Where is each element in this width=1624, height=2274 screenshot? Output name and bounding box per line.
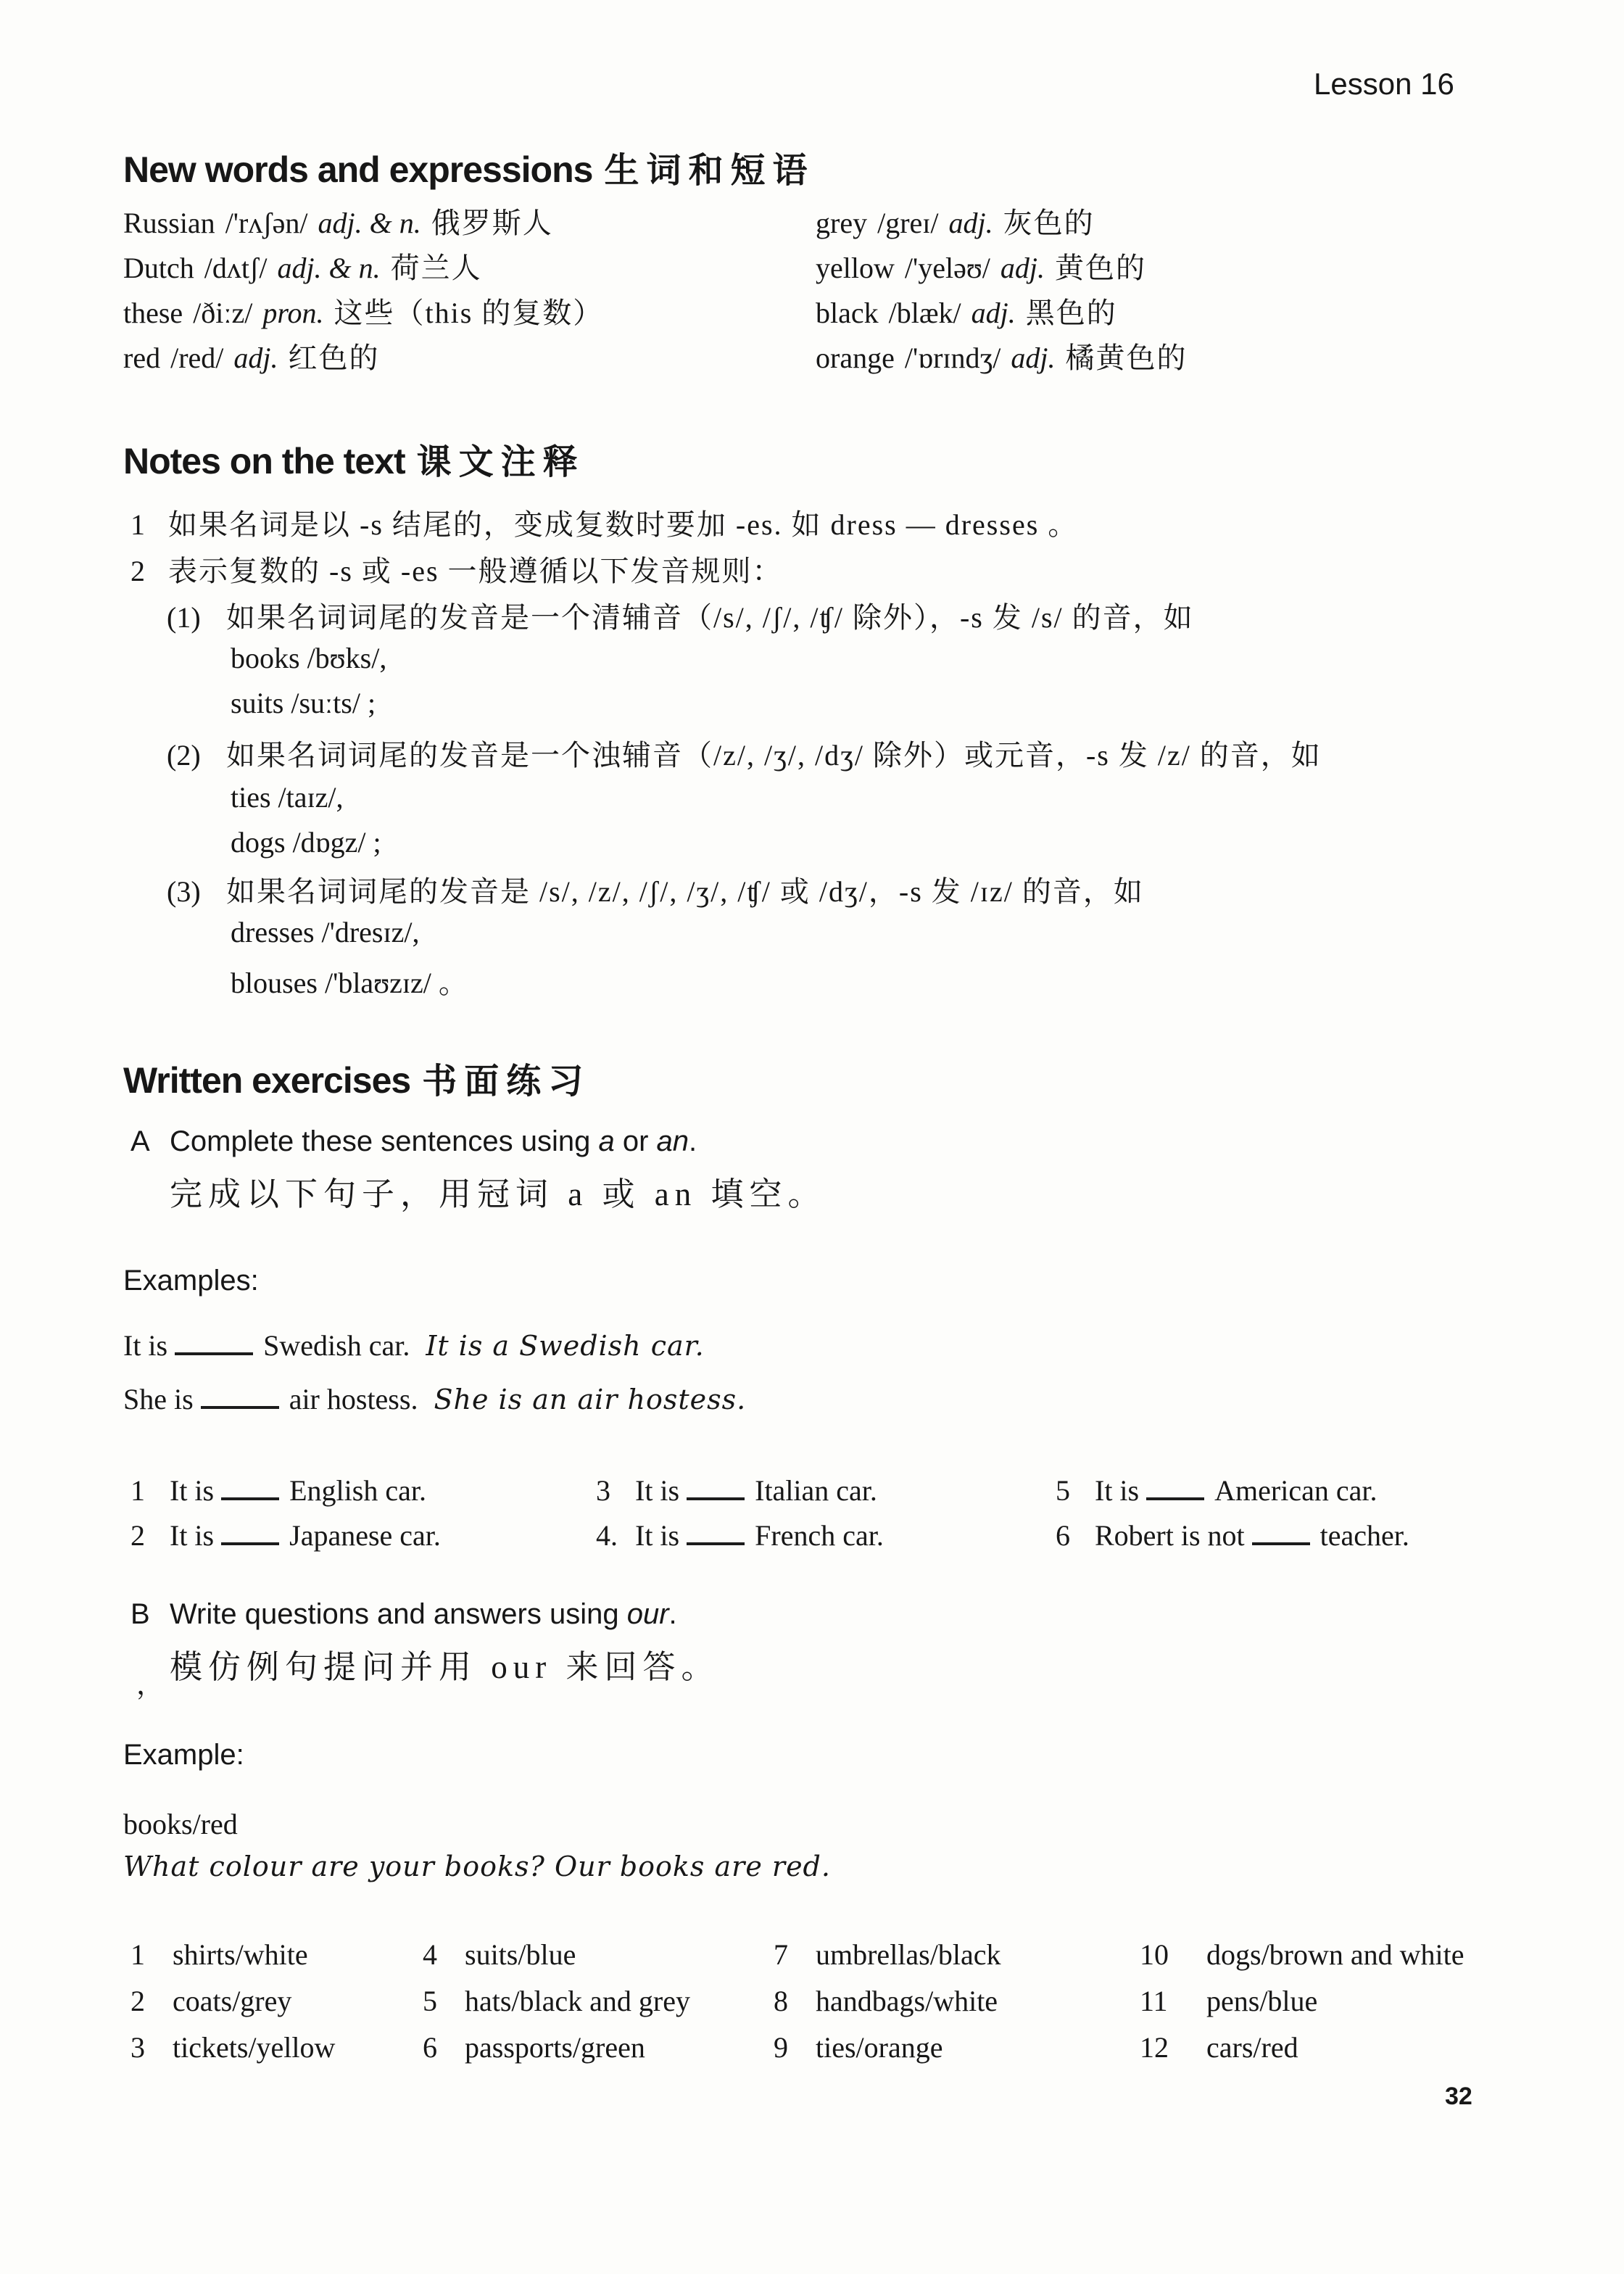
item-number: 2 [130, 1985, 145, 2017]
list-item [423, 1938, 576, 1972]
vocab-entry [123, 245, 482, 286]
note-line [130, 548, 783, 590]
vocab-entry [816, 335, 1188, 376]
section-heading-new-words-en: New words and expressions [123, 149, 593, 190]
vocab-entry [123, 200, 553, 241]
vocab-pos: adj. & n. [277, 252, 381, 284]
vocab-pos: adj. [233, 342, 278, 374]
item-number: 4. [596, 1519, 618, 1552]
item-text: dogs/brown and white [1206, 1938, 1464, 1971]
item-pre: It is [1095, 1474, 1140, 1507]
vocab-phonetic: /dʌtʃ/ [204, 252, 268, 284]
blank-line [687, 1490, 745, 1500]
vocab-translation: 这些（this 的复数） [334, 297, 604, 329]
vocab-word: Dutch [123, 252, 194, 284]
subnote-example: suits /suːts/ ; [231, 687, 376, 719]
list-item [423, 1984, 690, 2018]
vocab-translation: 黄色的 [1055, 252, 1147, 284]
exercise-a-instruction-italic-a: a [598, 1125, 615, 1157]
item-number: 1 [130, 1938, 145, 1971]
stray-comma: ， [136, 1670, 165, 1700]
list-item [130, 2030, 335, 2064]
item-post: Italian car. [755, 1474, 877, 1507]
script-answer: It is a Swedish car. [426, 1330, 705, 1362]
section-heading-written-exercises [123, 1053, 590, 1103]
item-pre: Robert is not [1095, 1519, 1245, 1552]
subnote-example: dresses /'dresɪz/, [231, 916, 420, 948]
subnote-text: 如果名词词尾的发音是一个清辅音（/s/, /ʃ/, /ʧ/ 除外），-s 发 /s/ 的音，如 [226, 601, 1194, 634]
exercise-a-instruction-italic-an: an [656, 1125, 689, 1157]
item-pre: It is [635, 1519, 680, 1552]
vocab-pos: adj. [971, 297, 1016, 329]
list-item [423, 2030, 645, 2064]
vocab-phonetic: /'rʌʃən/ [225, 207, 308, 239]
vocab-phonetic: /blæk/ [888, 297, 961, 329]
vocab-pos: pron. [262, 297, 324, 329]
item-number: 5 [423, 1985, 437, 2017]
item-number: 2 [130, 1519, 145, 1552]
item-number: 3 [130, 2031, 145, 2064]
section-heading-written-exercises-en: Written exercises [123, 1060, 411, 1101]
vocab-entry [123, 290, 603, 331]
list-item [130, 1984, 291, 2018]
item-text: shirts/white [173, 1938, 308, 1971]
vocab-word: Russian [123, 207, 215, 239]
item-number: 6 [1056, 1519, 1070, 1552]
section-heading-notes [123, 434, 585, 484]
item-number: 8 [774, 1985, 788, 2017]
example-script: What colour are your books? Our books are red. [123, 1851, 831, 1882]
note-number: 2 [130, 555, 145, 587]
item-text: ties/orange [816, 2031, 943, 2064]
item-text: pens/blue [1206, 1985, 1318, 2017]
item-pre: It is [170, 1474, 215, 1507]
section-heading-new-words [123, 142, 814, 192]
exercise-b-instruction-post: . [668, 1598, 677, 1630]
subnote-text: 如果名词词尾的发音是一个浊辅音（/z/, /ʒ/, /dʒ/ 除外）或元音，-s 发 /z/ 的音，如 [226, 739, 1322, 772]
example-pre: She is [123, 1383, 194, 1415]
vocab-entry [123, 335, 380, 376]
exercise-item [130, 1473, 426, 1508]
subnote-number: (2) [167, 739, 201, 772]
item-pre: It is [635, 1474, 680, 1507]
item-number: 11 [1140, 1985, 1168, 2017]
subnote-text: 如果名词词尾的发音是 /s/, /z/, /ʃ/, /ʒ/, /ʧ/ 或 /dʒ/，-s 发 /ɪz/ 的音，如 [226, 875, 1144, 908]
exercise-a-instruction-mid: or [614, 1125, 657, 1157]
script-answer: She is an air hostess. [434, 1384, 747, 1415]
exercise-item [130, 1518, 441, 1552]
item-number: 12 [1140, 2031, 1169, 2064]
exercise-item [596, 1473, 877, 1508]
vocab-entry [816, 245, 1146, 286]
vocab-pos: adj. [1000, 252, 1045, 284]
vocab-phonetic: /ðiːz/ [193, 297, 253, 329]
item-number: 4 [423, 1938, 437, 1971]
exercise-b-instruction-italic-our: our [626, 1598, 669, 1630]
exercise-b-instruction-cn: 模仿例句提问并用 our 来回答。 [170, 1649, 720, 1685]
exercise-a-instruction [130, 1125, 697, 1158]
vocab-entry [816, 290, 1117, 331]
subnote-line [167, 595, 1194, 636]
subnote-line [167, 869, 1144, 910]
exercise-a-instruction-pre: Complete these sentences using [170, 1125, 599, 1157]
vocab-word: orange [816, 342, 895, 374]
blank-line [221, 1490, 279, 1500]
vocab-word: red [123, 342, 161, 374]
vocab-pos: adj. [1011, 342, 1056, 374]
exercise-a-label: A [130, 1125, 150, 1157]
vocab-phonetic: /'yeləʊ/ [904, 252, 990, 284]
vocab-translation: 红色的 [288, 342, 380, 374]
item-text: passports/green [465, 2031, 645, 2064]
note-text: 表示复数的 -s 或 -es 一般遵循以下发音规则： [168, 555, 783, 587]
list-item [774, 2030, 943, 2064]
blank-line [175, 1345, 253, 1355]
section-heading-notes-cn: 课文注释 [416, 443, 585, 481]
vocab-pos: adj. & n. [318, 207, 421, 239]
item-post: Japanese car. [289, 1519, 441, 1552]
item-number: 7 [774, 1938, 788, 1971]
item-text: tickets/yellow [173, 2031, 336, 2064]
note-text: 如果名词是以 -s 结尾的，变成复数时要加 -es. 如 dress — dresses 。 [168, 508, 1079, 541]
blank-line [1252, 1535, 1310, 1545]
vocab-pos: adj. [948, 207, 993, 239]
list-item [1140, 1984, 1317, 2018]
exercise-item [1056, 1518, 1409, 1552]
vocab-entry [816, 200, 1095, 241]
vocab-word: black [816, 297, 879, 329]
section-heading-written-exercises-cn: 书面练习 [422, 1062, 591, 1101]
vocab-translation: 俄罗斯人 [431, 207, 553, 239]
vocab-translation: 橘黄色的 [1065, 342, 1188, 374]
subnote-example: ties /taɪz/, [231, 781, 344, 814]
item-text: hats/black and grey [465, 1985, 690, 2017]
item-text: handbags/white [816, 1985, 998, 2017]
exercise-a-instruction-cn: 完成以下句子，用冠词 a 或 an 填空。 [170, 1176, 826, 1212]
list-item [774, 1984, 998, 2018]
list-item [774, 1938, 1000, 1972]
note-number: 1 [130, 508, 145, 541]
subnote-line [167, 732, 1322, 774]
blank-line [687, 1535, 745, 1545]
subnote-number: (1) [167, 601, 201, 634]
vocab-translation: 黑色的 [1025, 297, 1117, 329]
item-post: French car. [755, 1519, 884, 1552]
item-post: English car. [289, 1474, 426, 1507]
vocab-phonetic: /greɪ/ [877, 207, 939, 239]
vocab-translation: 灰色的 [1003, 207, 1095, 239]
example-post: Swedish car. [263, 1329, 410, 1362]
item-text: cars/red [1206, 2031, 1298, 2064]
lesson-label: Lesson 16 [1314, 67, 1454, 101]
blank-line [1146, 1490, 1204, 1500]
item-number: 3 [596, 1474, 610, 1507]
exercise-a-instruction-post: . [689, 1125, 697, 1157]
example-sentence [123, 1328, 705, 1363]
list-item [130, 1938, 308, 1972]
exercise-b-instruction [130, 1598, 677, 1631]
vocab-translation: 荷兰人 [390, 252, 482, 284]
subnote-example: books /bʊks/, [231, 642, 387, 674]
section-heading-notes-en: Notes on the text [123, 441, 405, 481]
list-item [1140, 2030, 1298, 2064]
vocab-word: these [123, 297, 183, 329]
exercise-b-instruction-pre: Write questions and answers using [170, 1598, 627, 1630]
item-number: 9 [774, 2031, 788, 2064]
item-text: umbrellas/black [816, 1938, 1001, 1971]
exercise-b-label: B [130, 1598, 150, 1630]
exercise-item [1056, 1473, 1377, 1508]
vocab-word: yellow [816, 252, 895, 284]
item-text: suits/blue [465, 1938, 576, 1971]
example-prompt: books/red [123, 1808, 238, 1840]
note-line [130, 502, 1078, 543]
example-post: air hostess. [289, 1383, 418, 1415]
item-post: teacher. [1320, 1519, 1409, 1552]
blank-line [221, 1535, 279, 1545]
page-number: 32 [1445, 2083, 1472, 2110]
list-item [1140, 1938, 1464, 1972]
item-number: 10 [1140, 1938, 1169, 1971]
vocab-phonetic: /red/ [170, 342, 224, 374]
vocab-phonetic: /'ɒrɪndʒ/ [904, 342, 1001, 374]
section-heading-new-words-cn: 生词和短语 [604, 152, 815, 190]
examples-label: Examples: [123, 1265, 259, 1297]
example-sentence [123, 1382, 746, 1416]
subnote-example: blouses /'blaʊzɪz/ 。 [231, 967, 468, 999]
vocab-word: grey [816, 207, 868, 239]
item-number: 6 [423, 2031, 437, 2064]
example-pre: It is [123, 1329, 168, 1362]
example-label: Example: [123, 1739, 244, 1771]
item-text: coats/grey [173, 1985, 292, 2017]
exercise-item [596, 1518, 884, 1552]
item-post: American car. [1214, 1474, 1378, 1507]
subnote-number: (3) [167, 875, 201, 908]
item-pre: It is [170, 1519, 215, 1552]
subnote-example: dogs /dɒgz/ ; [231, 826, 381, 859]
blank-line [201, 1399, 279, 1409]
item-number: 1 [130, 1474, 145, 1507]
item-number: 5 [1056, 1474, 1070, 1507]
